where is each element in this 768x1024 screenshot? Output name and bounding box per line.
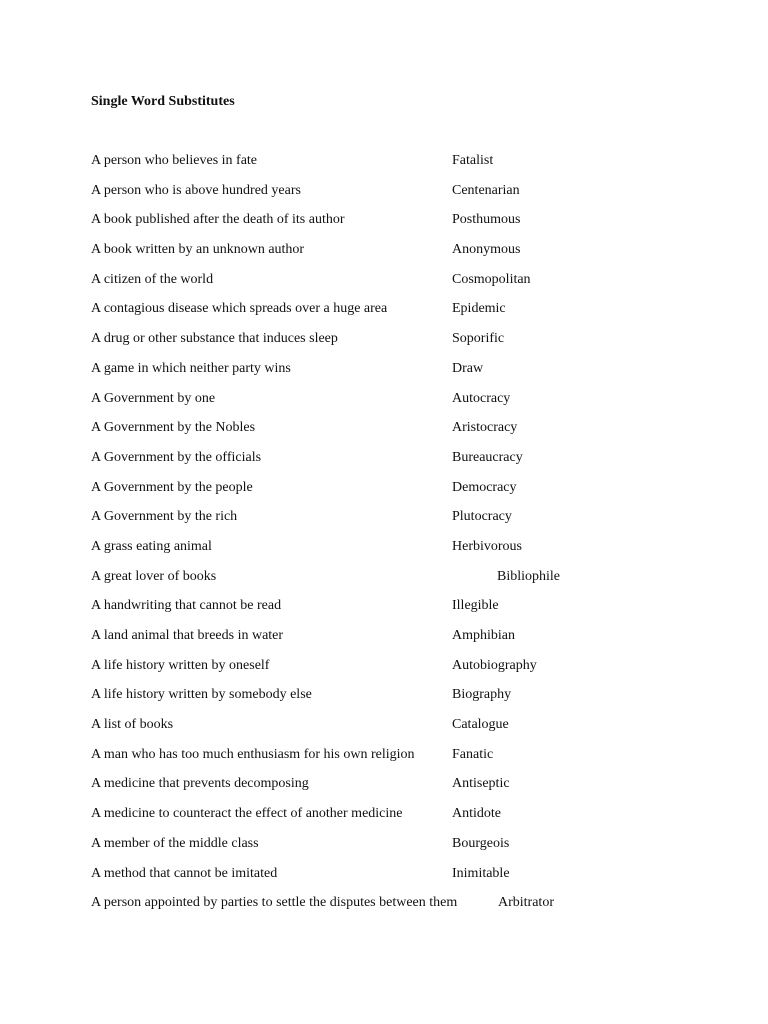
definition-text: A man who has too much enthusiasm for his own religion	[91, 746, 415, 762]
definition-text: A list of books	[91, 717, 174, 733]
definition-text: A person appointed by parties to settle the disputes between them	[91, 895, 458, 911]
definition-text: A Government by the rich	[91, 509, 238, 525]
substitute-word: Catalogue	[452, 717, 509, 733]
definition-text: A method that cannot be imitated	[91, 865, 278, 881]
definition-text: A Government by the Nobles	[91, 420, 256, 436]
list-item	[91, 181, 691, 211]
substitute-word: Posthumous	[452, 212, 521, 228]
list-item	[91, 478, 691, 508]
substitute-word: Inimitable	[452, 865, 510, 881]
definition-text: A medicine that prevents decomposing	[91, 776, 309, 792]
definition-text: A contagious disease which spreads over a huge area	[91, 301, 388, 317]
substitute-word: Biography	[452, 687, 512, 703]
list-item	[91, 240, 691, 270]
list-item	[91, 804, 691, 834]
definition-text: A medicine to counteract the effect of another medicine	[91, 806, 403, 822]
substitute-word: Anonymous	[452, 242, 521, 258]
definition-text: A land animal that breeds in water	[91, 628, 284, 643]
definition-text: A person who believes in fate	[91, 153, 258, 168]
definition-text: A grass eating animal	[91, 538, 212, 554]
list-item	[91, 537, 691, 567]
list-item	[91, 893, 691, 923]
list-item	[91, 507, 691, 537]
list-item	[91, 359, 691, 389]
list-item	[91, 210, 691, 240]
definition-text: A handwriting that cannot be read	[91, 598, 282, 614]
substitute-word: Autobiography	[452, 657, 537, 673]
list-item	[91, 774, 691, 804]
substitute-word: Centenarian	[452, 182, 520, 198]
list-item	[91, 270, 691, 300]
definition-text: A Government by the people	[91, 479, 253, 495]
definition-text: A life history written by oneself	[91, 657, 270, 673]
definition-text: A person who is above hundred years	[91, 182, 301, 198]
list-item	[91, 389, 691, 419]
substitute-word: Democracy	[452, 479, 517, 495]
list-item	[91, 685, 691, 715]
list-item	[91, 596, 691, 626]
definition-text: A book published after the death of its author	[91, 212, 345, 228]
definition-text: A member of the middle class	[91, 835, 259, 851]
list-item	[91, 715, 691, 745]
definition-text: A Government by one	[91, 390, 216, 406]
list-item	[91, 299, 691, 329]
definition-text: A book written by an unknown author	[91, 242, 305, 258]
substitute-word: Bureaucracy	[452, 449, 523, 465]
substitute-word: Fanatic	[452, 746, 494, 762]
list-item	[91, 567, 691, 597]
list-item	[91, 656, 691, 686]
substitute-word: Arbitrator	[498, 895, 554, 911]
substitute-word: Antidote	[452, 806, 501, 822]
list-item	[91, 834, 691, 864]
definition-text: A game in which neither party wins	[91, 360, 291, 376]
entries-list	[91, 151, 691, 923]
definition-text: A citizen of the world	[91, 271, 214, 287]
substitute-word: Plutocracy	[452, 509, 512, 525]
substitute-word: Fatalist	[452, 153, 494, 168]
substitute-word: Cosmopolitan	[452, 271, 531, 287]
list-item	[91, 329, 691, 359]
substitute-word: Bibliophile	[497, 568, 560, 584]
substitute-word: Herbivorous	[452, 538, 522, 554]
substitute-word: Aristocracy	[452, 420, 518, 436]
substitute-word: Soporific	[452, 331, 505, 347]
substitute-word: Amphibian	[452, 628, 515, 643]
list-item	[91, 448, 691, 478]
definition-text: A great lover of books	[91, 568, 217, 584]
definition-text: A life history written by somebody else	[91, 687, 312, 703]
list-item	[91, 151, 691, 181]
list-item	[91, 418, 691, 448]
list-item	[91, 745, 691, 775]
substitute-word: Antiseptic	[452, 776, 510, 792]
substitute-word: Bourgeois	[452, 835, 510, 851]
substitute-word: Epidemic	[452, 301, 506, 317]
document-title: Single Word Substitutes	[91, 94, 235, 109]
substitute-word: Draw	[452, 360, 484, 376]
definition-text: A Government by the officials	[91, 449, 262, 465]
list-item	[91, 864, 691, 894]
substitute-word: Illegible	[452, 598, 499, 614]
definition-text: A drug or other substance that induces sleep	[91, 331, 338, 347]
substitute-word: Autocracy	[452, 390, 511, 406]
list-item	[91, 626, 691, 656]
